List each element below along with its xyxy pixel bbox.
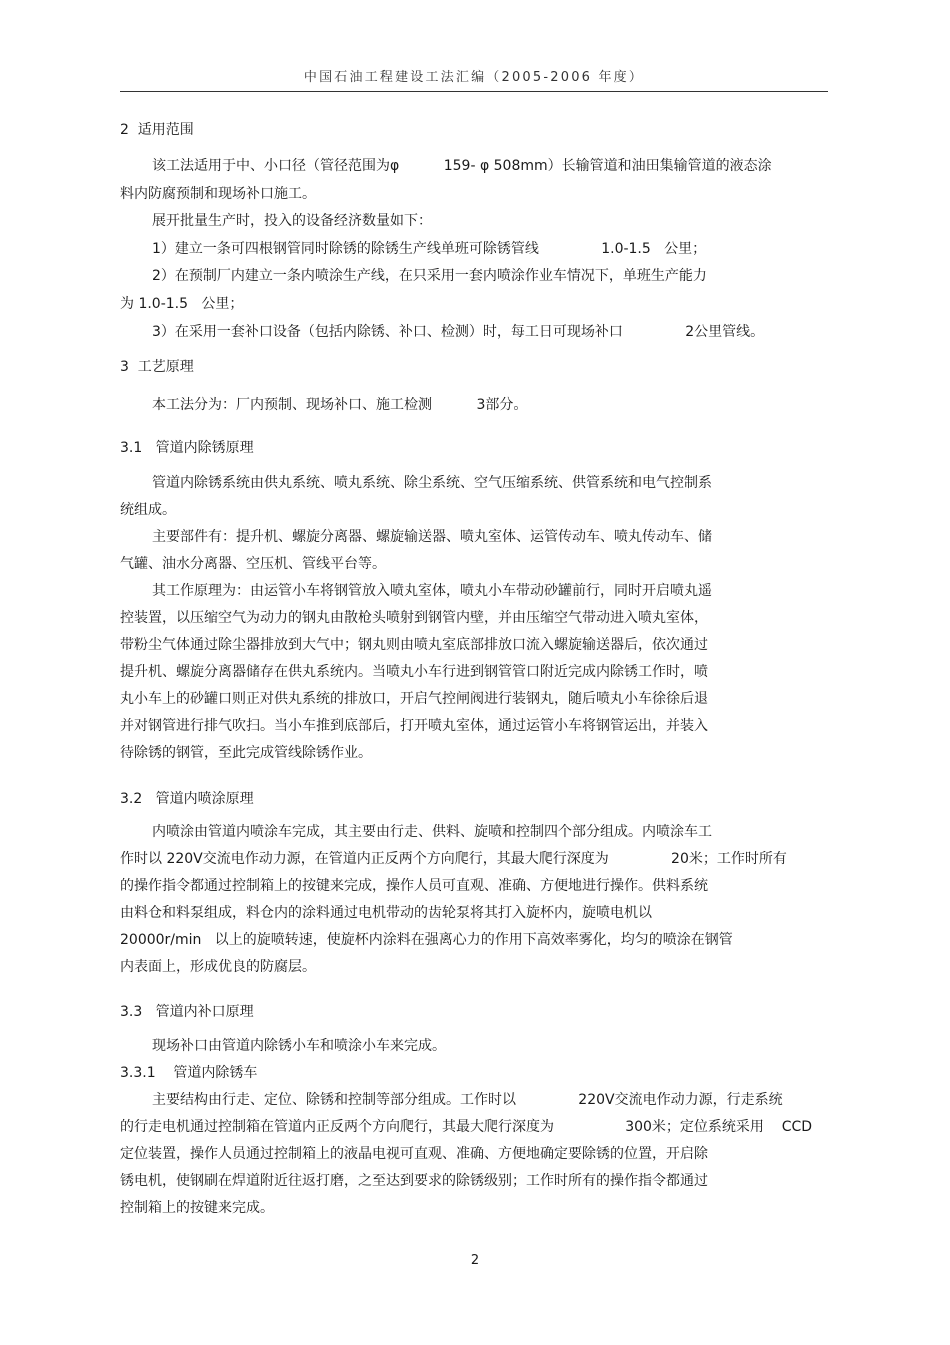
paragraph-line: 定位装置，操作人员通过控制箱上的液晶电视可直观、准确、方便地确定要除锈的位置，开启除 [120,1146,708,1162]
paragraph-line: 丸小车上的砂罐口则正对供丸系统的排放口，开启气控闸阀进行装钢丸，随后喷丸小车徐徐后退 [120,691,708,707]
section-heading-3: 3 工艺原理 [120,359,194,375]
paragraph-line: 提升机、螺旋分离器储存在供丸系统内。当喷丸小车行进到钢管管口附近完成内除锈工作时，喷 [120,664,708,680]
paragraph-line: 现场补口由管道内除锈小车和喷涂小车来完成。 [152,1038,446,1054]
paragraph-line: 由料仓和料泵组成，料仓内的涂料通过电机带动的齿轮泵将其打入旋杯内，旋喷电机以 [120,905,652,921]
section-heading-3-3: 3.3 管道内补口原理 [120,1004,254,1020]
list-item: 1）建立一条可四根钢管同时除锈的除锈生产线单班可除锈管线 1.0-1.5 公里； [152,241,707,257]
section-heading-3-1: 3.1 管道内除锈原理 [120,440,254,456]
paragraph-line: 作时以 220V交流电作动力源，在管道内正反两个方向爬行，其最大爬行深度为 20米；工作时所有 [120,851,787,867]
paragraph-line: 的操作指令都通过控制箱上的按键来完成，操作人员可直观、准确、方便地进行操作。供料系统 [120,878,708,894]
paragraph-line: 的行走电机通过控制箱在管道内正反两个方向爬行，其最大爬行深度为 300米；定位系统采用 CCD [120,1119,813,1135]
paragraph-line: 内表面上，形成优良的防腐层。 [120,959,316,975]
paragraph-line: 料内防腐预制和现场补口施工。 [120,186,316,202]
paragraph-line: 统组成。 [120,502,176,518]
list-item: 2）在预制厂内建立一条内喷涂生产线，在只采用一套内喷涂作业车情况下，单班生产能力 [152,268,707,284]
paragraph-line: 本工法分为：厂内预制、现场补口、施工检测 3部分。 [152,397,528,413]
section-heading-2: 2 适用范围 [120,122,194,138]
paragraph-line: 内喷涂由管道内喷涂车完成，其主要由行走、供料、旋喷和控制四个部分组成。内喷涂车工 [152,824,712,840]
paragraph-line: 该工法适用于中、小口径（管径范围为φ 159- φ 508mm）长输管道和油田集输管道的液态涂 [152,158,772,174]
paragraph-line: 管道内除锈系统由供丸系统、喷丸系统、除尘系统、空气压缩系统、供管系统和电气控制系 [152,475,712,491]
paragraph-line: 带粉尘气体通过除尘器排放到大气中；钢丸则由喷丸室底部排放口流入螺旋输送器后，依次通过 [120,637,708,653]
paragraph-line: 其工作原理为：由运管小车将钢管放入喷丸室体，喷丸小车带动砂罐前行，同时开启喷丸遥 [152,583,712,599]
paragraph-line: 20000r/min 以上的旋喷转速，使旋杯内涂料在强离心力的作用下高效率雾化，均匀的喷涂在钢管 [120,932,733,948]
paragraph-line: 并对钢管进行排气吹扫。当小车推到底部后，打开喷丸室体，通过运管小车将钢管运出，并装入 [120,718,708,734]
paragraph-line: 待除锈的钢管，至此完成管线除锈作业。 [120,745,372,761]
paragraph-line: 主要结构由行走、定位、除锈和控制等部分组成。工作时以 220V交流电作动力源，行走系统 [152,1092,783,1108]
paragraph-line: 展开批量生产时，投入的设备经济数量如下： [152,213,432,229]
list-item-continuation: 为 1.0-1.5 公里； [120,296,244,312]
paragraph-line: 气罐、油水分离器、空压机、管线平台等。 [120,556,386,572]
section-heading-3-3-1: 3.3.1 管道内除锈车 [120,1065,258,1081]
paragraph-line: 锈电机，使钢刷在焊道附近往返打磨，之至达到要求的除锈级别；工作时所有的操作指令都通过 [120,1173,708,1189]
paragraph-line: 主要部件有：提升机、螺旋分离器、螺旋输送器、喷丸室体、运管传动车、喷丸传动车、储 [152,529,712,545]
paragraph-line: 控制箱上的按键来完成。 [120,1200,274,1216]
page-number: 2 [470,1253,480,1268]
paragraph-line: 控装置，以压缩空气为动力的钢丸由散枪头喷射到钢管内壁，并由压缩空气带动进入喷丸室体， [120,610,708,626]
running-header: 中国石油工程建设工法汇编（2005-2006 年度） [303,70,645,85]
header-rule [120,91,828,92]
list-item: 3）在采用一套补口设备（包括内除锈、补口、检测）时，每工日可现场补口 2公里管线。 [152,324,765,340]
section-heading-3-2: 3.2 管道内喷涂原理 [120,791,254,807]
